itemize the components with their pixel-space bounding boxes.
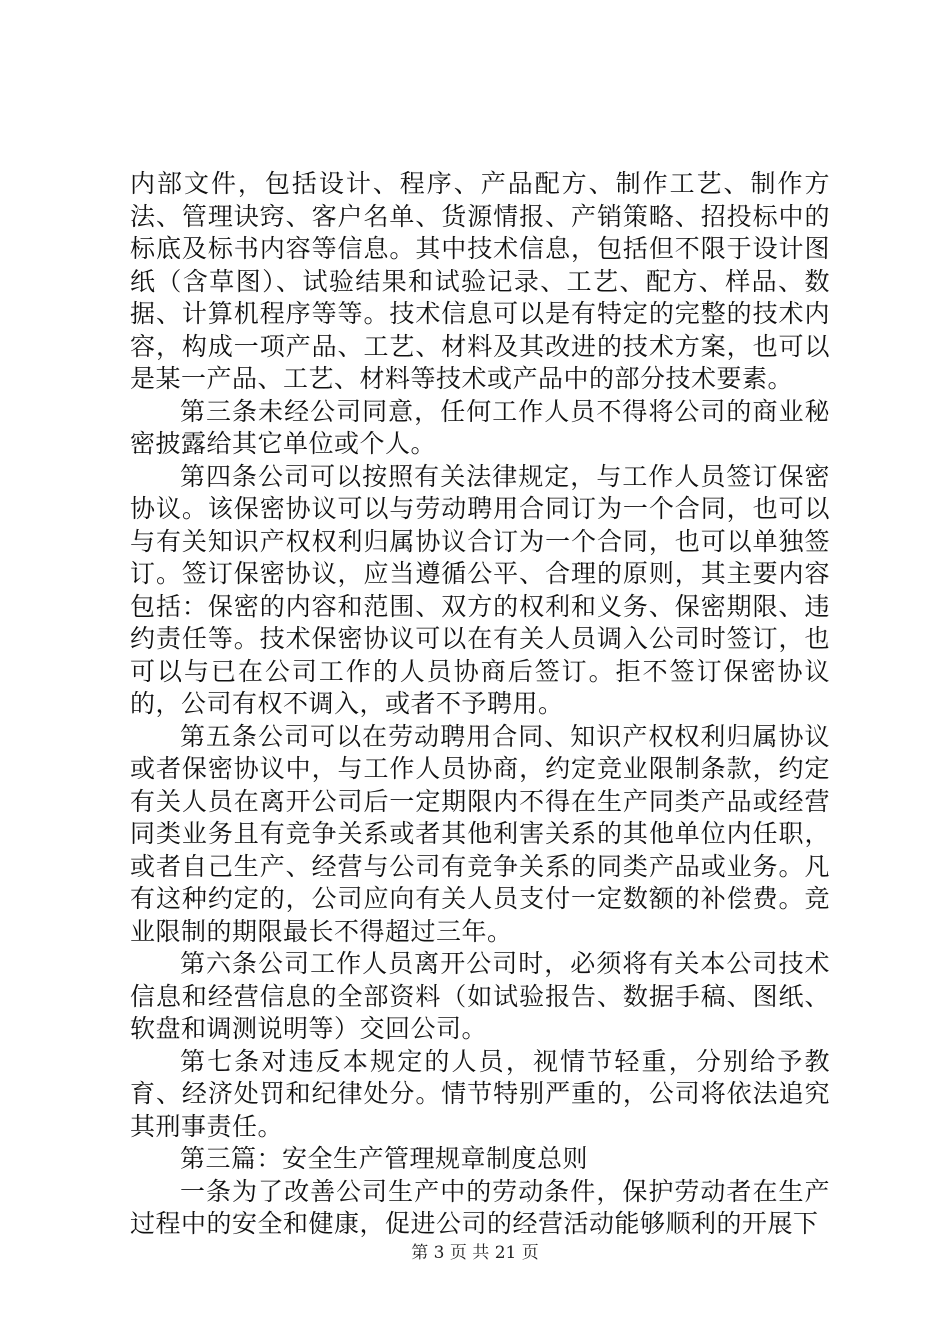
paragraph-article-6: 第六条公司工作人员离开公司时，必须将有关本公司技术信息和经营信息的全部资料（如试验报告、数据手稿、图纸、软盘和调测说明等）交回公司。 — [130, 949, 830, 1043]
paragraph-article-7: 第七条对违反本规定的人员，视情节轻重，分别给予教育、经济处罚和纪律处分。情节特别严重的，公司将依法追究其刑事责任。 — [130, 1046, 830, 1141]
section-heading: 第三篇：安全生产管理规章制度总则 — [180, 1144, 589, 1173]
paragraph-continuation: 内部文件，包括设计、程序、产品配方、制作工艺、制作方法、管理诀窍、客户名单、货源情报、产销策略、招投标中的标底及标书内容等信息。其中技术信息，包括但不限于设计图纸（含草图）、试验结果和试验记录、工艺、配方、样品、数据、计算机程序等等。技术信息可以是有特定的完整的技术内容，构成一项产品、工艺、材料及其改进的技术方案，也可以是某一产品、工艺、材料等技术或产品中的部分技术要素。 — [130, 169, 830, 393]
paragraph-article-4: 第四条公司可以按照有关法律规定，与工作人员签订保密协议。该保密协议可以与劳动聘用合同订为一个合同，也可以与有关知识产权权利归属协议合订为一个合同，也可以单独签订。签订保密协议，应当遵循公平、合理的原则，其主要内容包括：保密的内容和范围、双方的权利和义务、保密期限、违约责任等。技术保密协议可以在有关人员调入公司时签订，也可以与已在公司工作的人员协商后签订。拒不签订保密协议的，公司有权不调入，或者不予聘用。 — [130, 461, 830, 718]
paragraph-article-1: 一条为了改善公司生产中的劳动条件，保护劳动者在生产过程中的安全和健康，促进公司的经营活动能够顺利的开展下 — [130, 1176, 830, 1238]
paragraph-article-5: 第五条公司可以在劳动聘用合同、知识产权权利归属协议或者保密协议中，与工作人员协商，约定竞业限制条款，约定有关人员在离开公司后一定期限内不得在生产同类产品或经营同类业务且有竞争关系或者其他利害关系的其他单位内任职，或者自己生产、经营与公司有竞争关系的同类产品或业务。凡有这种约定的，公司应向有关人员支付一定数额的补偿费。竞业限制的期限最长不得超过三年。 — [130, 721, 830, 946]
page-number-footer: 第 3 页 共 21 页 — [411, 1243, 539, 1263]
document-body — [130, 168, 830, 1241]
paragraph-article-3: 第三条未经公司同意，任何工作人员不得将公司的商业秘密披露给其它单位或个人。 — [130, 396, 830, 458]
